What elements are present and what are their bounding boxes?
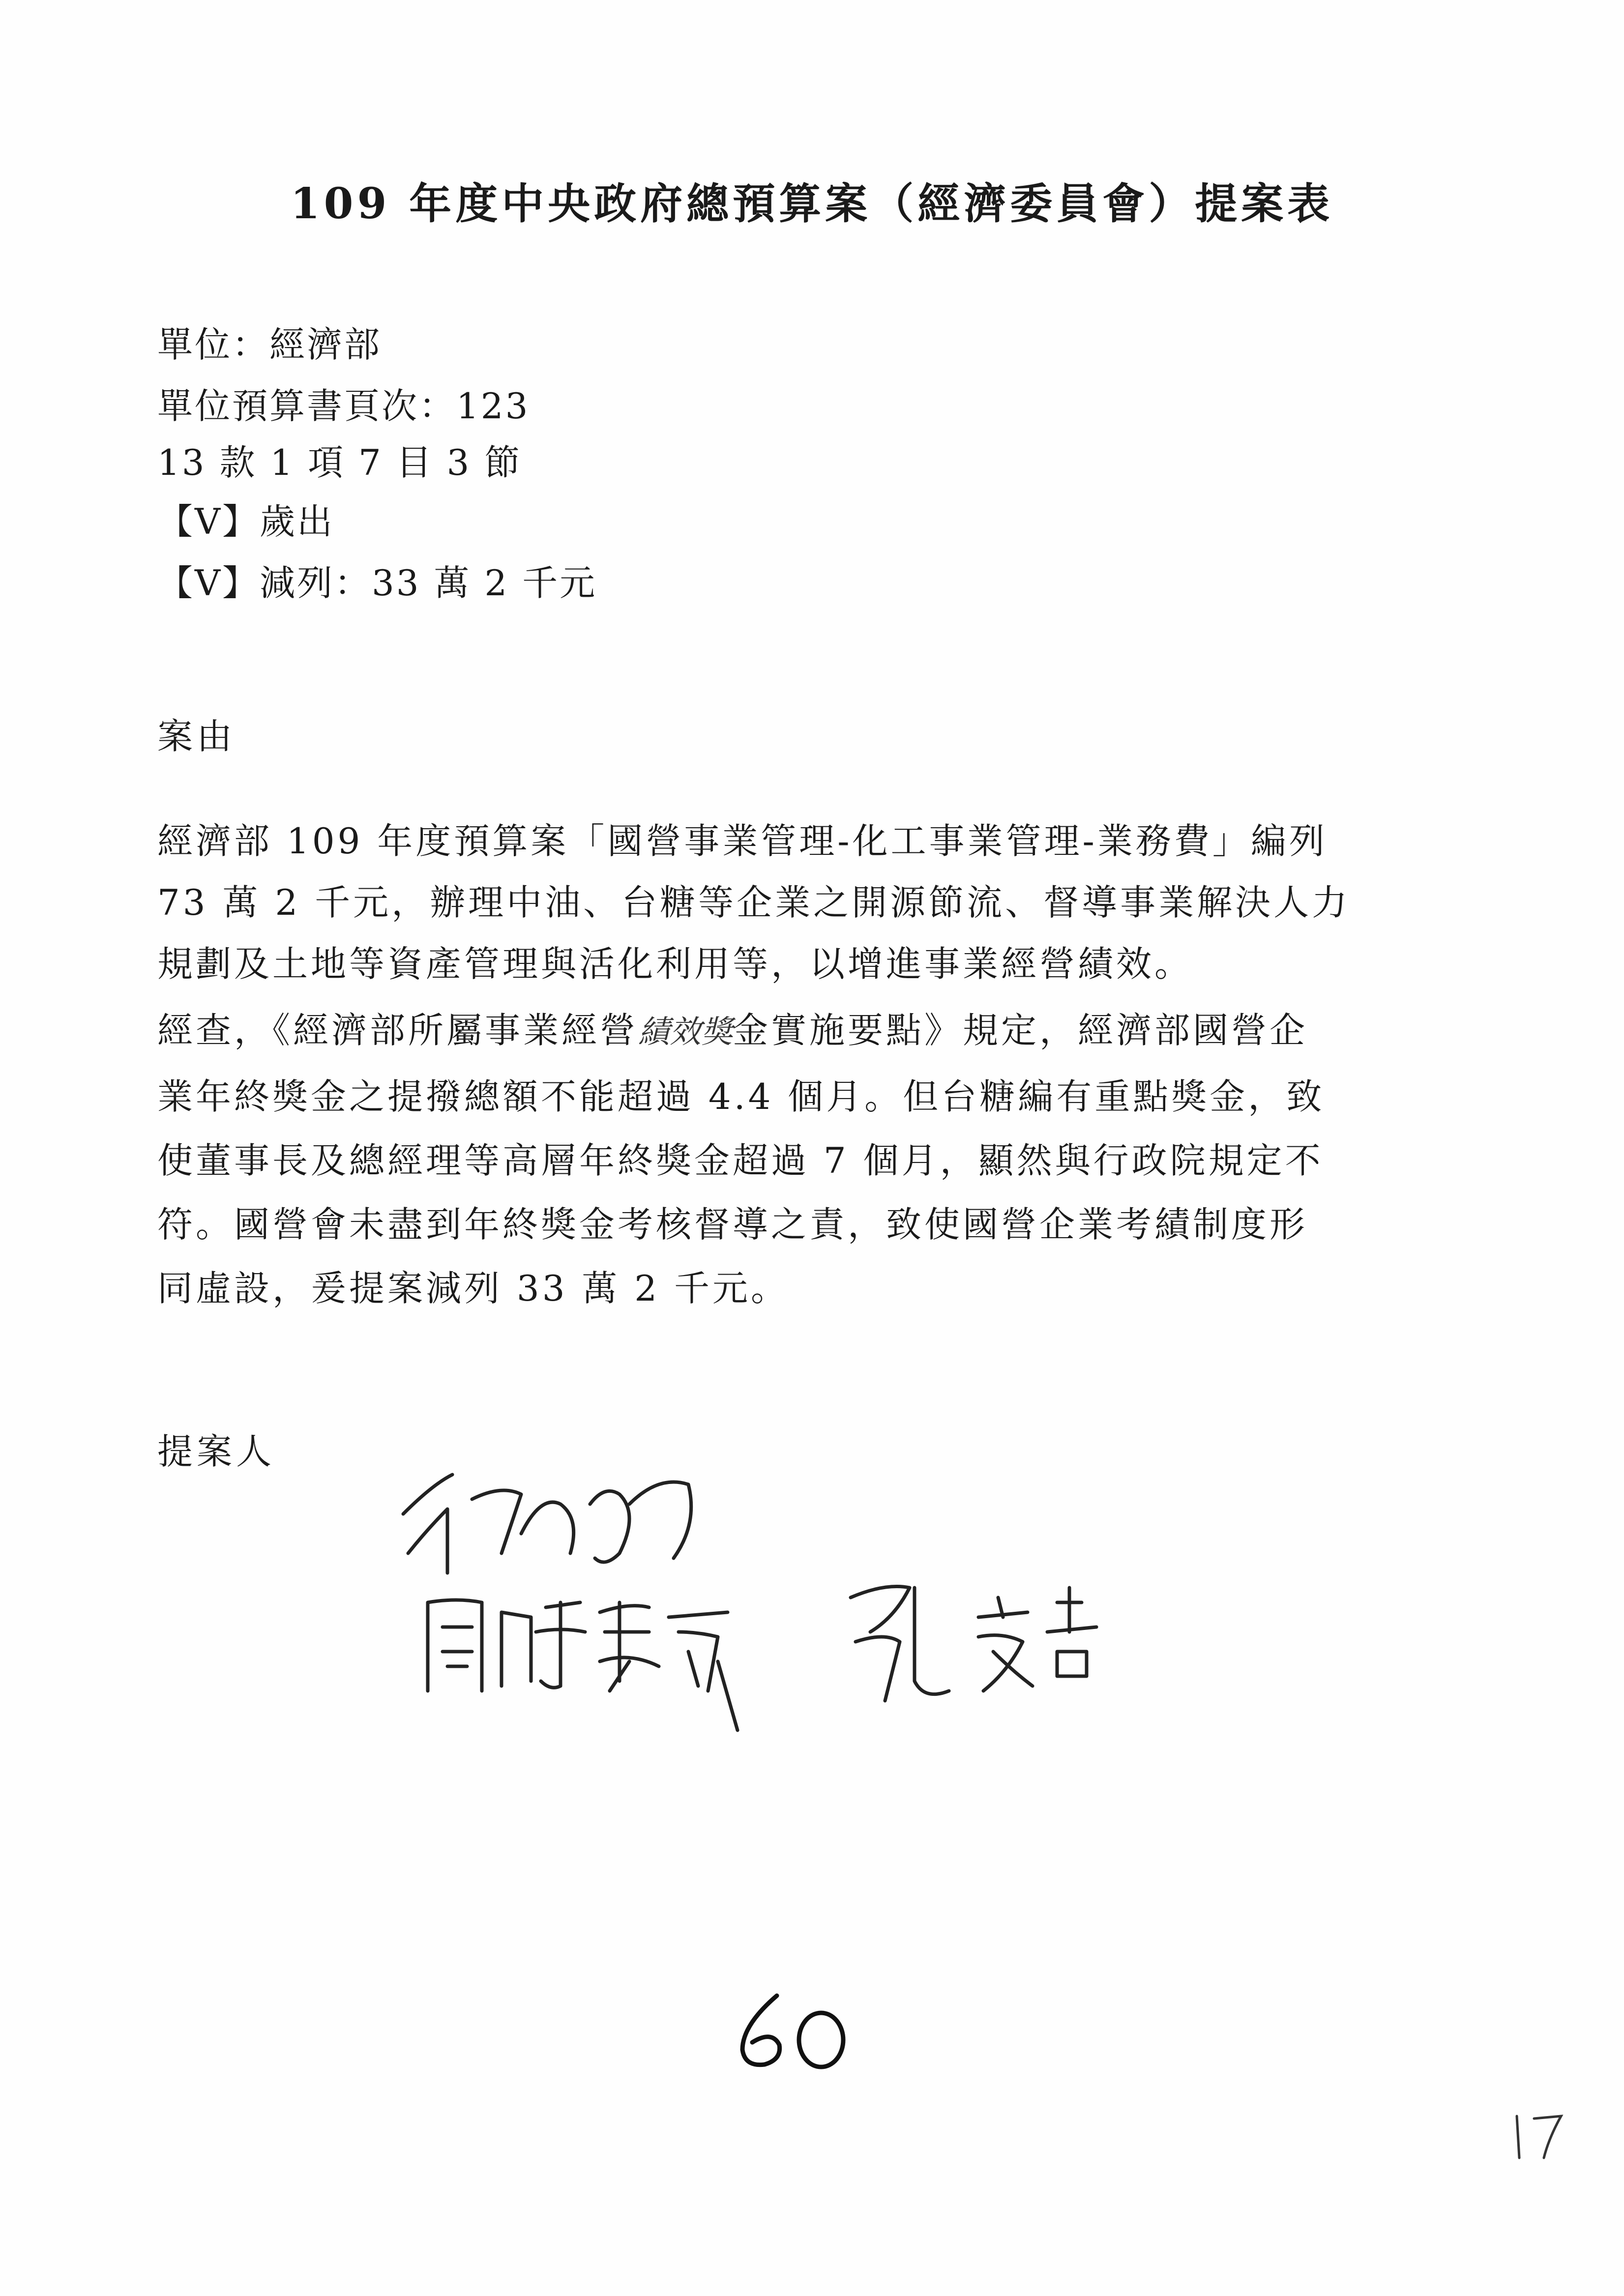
handwritten-17-mark: [1505, 2109, 1568, 2163]
proposer-signatures: [374, 1455, 1259, 1799]
handwritten-page-number: [1505, 2109, 1568, 2163]
handwritten-60-mark: [723, 1986, 870, 2074]
signature-scribbles: [374, 1455, 1259, 1799]
handwritten-page-mark: [723, 1986, 870, 2074]
reason-line: 規劃及土地等資產管理與活化利用等，以增進事業經營績效。: [157, 943, 1193, 985]
expenditure-checkbox-field: 【V】歲出: [157, 501, 334, 542]
budget-page-field: 單位預算書頁次：123: [157, 385, 530, 427]
reason-line: 73 萬 2 千元，辦理中油、台糖等企業之開源節流、督導事業解決人力: [157, 882, 1351, 923]
unit-field: 單位：經濟部: [157, 324, 382, 365]
handwritten-insert: 績效獎: [638, 1014, 733, 1050]
reason-line-prefix: 經查，《經濟部所屬事業經營: [157, 1010, 639, 1051]
document-title: 109 年度中央政府總預算案（經濟委員會）提案表: [290, 179, 1334, 229]
reason-line-with-handwritten-insert: [157, 1010, 1308, 1051]
reason-line: 同虛設，爰提案減列 33 萬 2 千元。: [157, 1268, 789, 1309]
reason-line: 業年終獎金之提撥總額不能超過 4.4 個月。但台糖編有重點獎金，致: [157, 1076, 1325, 1117]
reason-line: 經濟部 109 年度預算案「國營事業管理-化工事業管理-業務費」編列: [157, 820, 1328, 862]
reduction-checkbox-field: 【V】減列：33 萬 2 千元: [157, 562, 597, 604]
proposer-heading: 提案人: [157, 1431, 276, 1472]
reason-line: 符。國營會未盡到年終獎金考核督導之責，致使國營企業考績制度形: [157, 1204, 1308, 1245]
reason-heading: 案由: [157, 716, 236, 757]
reason-line-suffix: 金實施要點》規定，經濟部國營企: [733, 1010, 1308, 1051]
reason-line: 使董事長及總經理等高層年終獎金超過 7 個月，顯然與行政院規定不: [157, 1140, 1324, 1181]
section-field: 13 款 1 項 7 目 3 節: [157, 442, 522, 483]
